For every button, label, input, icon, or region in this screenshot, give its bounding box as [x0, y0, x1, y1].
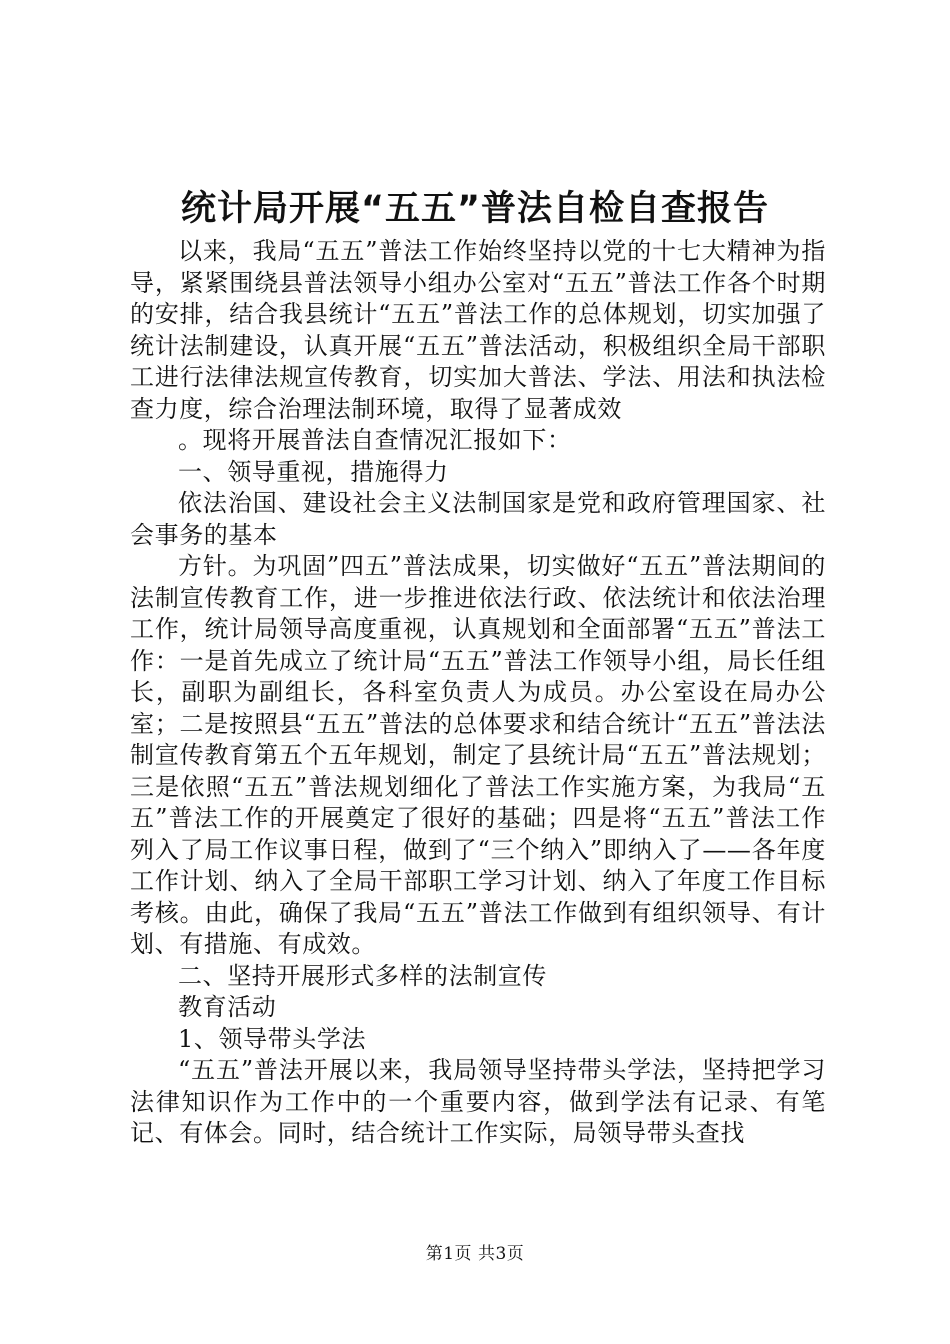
paragraph-report-lead: 。现将开展普法自查情况汇报如下：	[178, 426, 572, 454]
paragraph-leaders-study: “五五”普法开展以来，我局领导坚持带头学法，坚持把学习法律知识作为工作中的一个重要内容，做到学法有记录、有笔记、有体会。同时，结合统计工作实际，局领导带头查找	[130, 1056, 826, 1147]
section-heading-2: 二、坚持开展形式多样的法制宣传	[178, 961, 547, 990]
paragraph-intro: 以来，我局“五五”普法工作始终坚持以党的十七大精神为指导，紧紧围绕县普法领导小组办公室对“五五”普法工作各个时期的安排，结合我县统计“五五”普法工作的总体规划，切实加强了统计法制建设，认真开展“五五”普法活动，积极组织全局干部职工进行法律法规宣传教育，切实加大普法、学法、用法和执法检查力度，综合治理法制环境，取得了显著成效	[130, 237, 826, 423]
paragraph-measures: 方针。为巩固”四五”普法成果，切实做好“五五”普法期间的法制宣传教育工作，进一步推进依法行政、依法统计和依法治理工作，统计局领导高度重视，认真规划和全面部署“五五”普法工作：一是首先成立了统计局“五五”普法工作领导小组，局长任组长，副职为副组长，各科室负责人为成员。办公室设在局办公室；二是按照县“五五”普法的总体要求和结合统计“五五”普法法制宣传教育第五个五年规划，制定了县统计局“五五”普法规划；三是依照“五五”普法规划细化了普法工作实施方案，为我局“五五”普法工作的开展奠定了很好的基础；四是将“五五”普法工作列入了局工作议事日程，做到了“三个纳入”即纳入了——各年度工作计划、纳入了全局干部职工学习计划、纳入了年度工作目标考核。由此，确保了我局“五五”普法工作做到有组织领导、有计划、有措施、有成效。	[130, 552, 826, 958]
subsection-heading-1: 1、领导带头学法	[178, 1024, 367, 1053]
paragraph-rule-of-law: 依法治国、建设社会主义法制国家是党和政府管理国家、社会事务的基本	[130, 489, 826, 549]
section-heading-1: 一、领导重视，措施得力	[178, 457, 449, 486]
document-title: 统计局开展“五五”普法自检自查报告	[180, 189, 769, 229]
section-heading-2-continued: 教育活动	[178, 993, 277, 1021]
page-number-footer: 第1页 共3页	[425, 1244, 525, 1264]
document-body	[130, 236, 826, 1150]
